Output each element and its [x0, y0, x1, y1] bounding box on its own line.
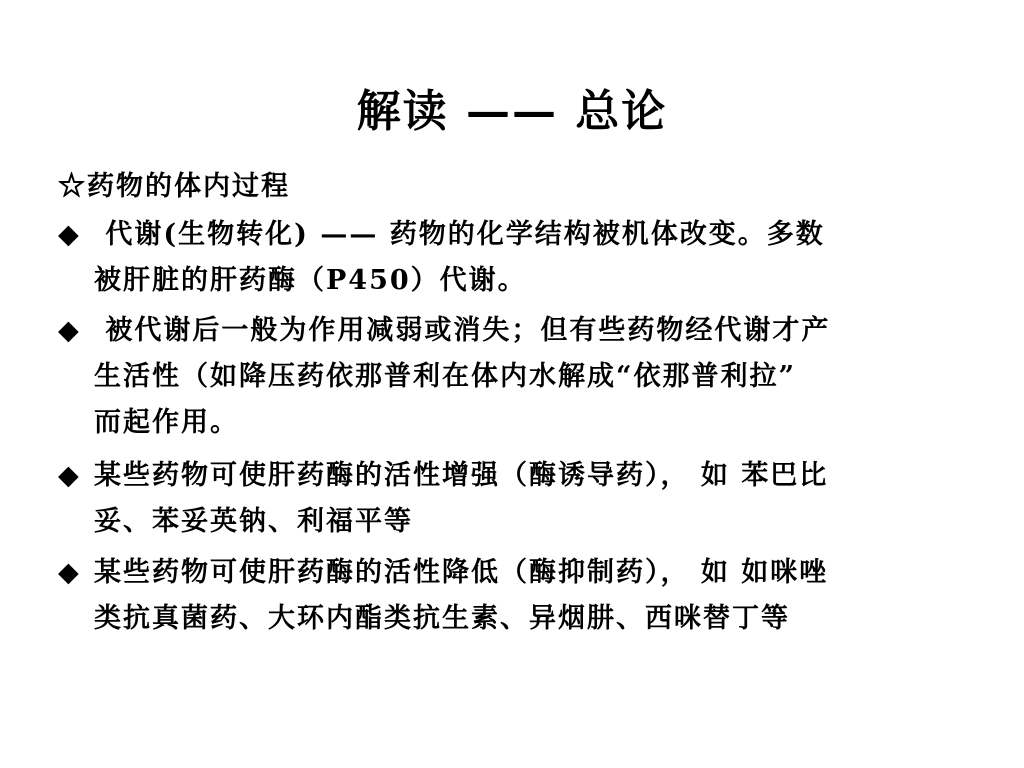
bullet-text: 某些药物可使肝药酶的活性增强（酶诱导药）， 如 苯巴比: [94, 460, 829, 491]
bullet-line: 而起作用。: [94, 407, 239, 438]
bullet-line: 生活性（如降压药依那普利在体内水解成“依那普利拉”: [94, 361, 797, 392]
bullet-line: 类抗真菌药、大环内酯类抗生素、异烟肼、西咪替丁等: [94, 603, 790, 634]
bullet-line: 被肝脏的肝药酶（P450）代谢。: [94, 265, 527, 296]
slide-title: 解读 —— 总论: [356, 86, 668, 137]
bullet-enzyme-inducers: [58, 453, 983, 545]
subheading-drug-process: ☆药物的体内过程: [58, 171, 290, 202]
bullet-text: 被代谢后一般为作用减弱或消失；但有些药物经代谢才产: [94, 315, 831, 346]
bullet-text: 某些药物可使肝药酶的活性降低（酶抑制药）， 如 如咪唑: [94, 557, 829, 588]
bullet-text: 代谢(生物转化) —— 药物的化学结构被机体改变。多数: [94, 219, 825, 250]
bullet-metabolism: [58, 212, 983, 304]
diamond-bullet-icon: ◆: [58, 219, 81, 250]
bullet-metabolism-effect: [58, 308, 983, 446]
diamond-bullet-icon: ◆: [58, 557, 81, 588]
bullet-enzyme-inhibitors: [58, 550, 983, 642]
bullet-line: [58, 308, 983, 354]
bullet-line: [58, 453, 983, 499]
bullet-line: [58, 550, 983, 596]
diamond-bullet-icon: ◆: [58, 315, 81, 346]
bullet-line: [58, 212, 983, 258]
bullet-line: 妥、苯妥英钠、利福平等: [94, 506, 413, 537]
diamond-bullet-icon: ◆: [58, 460, 81, 491]
